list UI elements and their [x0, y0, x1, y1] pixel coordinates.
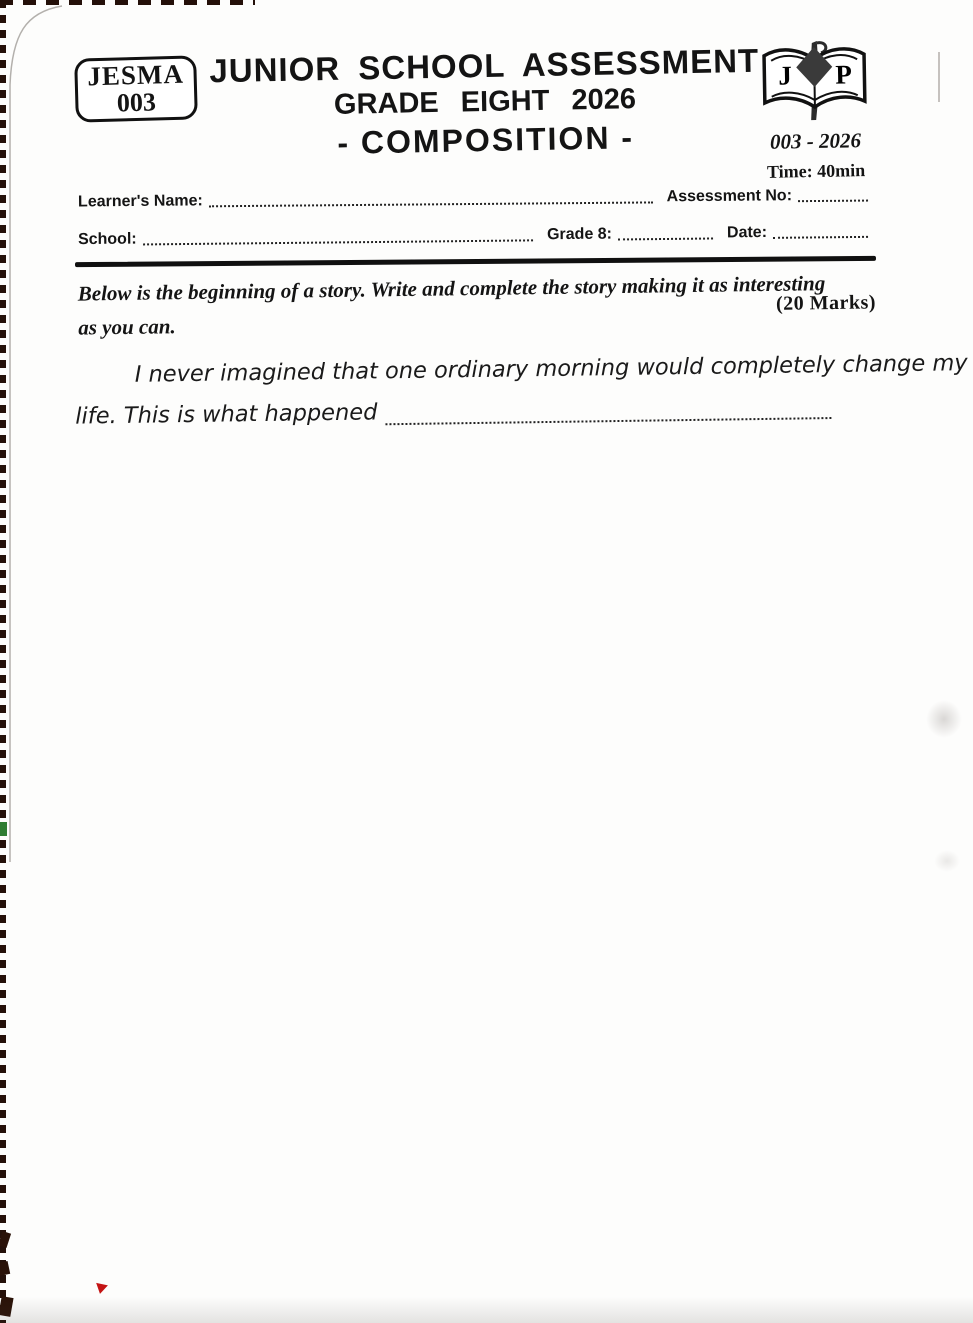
story-continuation-line — [386, 417, 832, 425]
learner-name-fill-line — [209, 201, 653, 207]
badge-number: 003 — [116, 87, 157, 118]
scan-noise-bottom — [0, 1297, 973, 1323]
scan-artifact-red — [94, 1283, 108, 1295]
story-line-2: life. This is what happened — [75, 399, 378, 430]
school-fill-line — [143, 239, 533, 245]
scan-artifact — [0, 1261, 10, 1276]
school-details-row — [78, 223, 868, 249]
header-divider-rule — [75, 256, 876, 267]
school-label: School: — [77, 230, 137, 249]
scan-artifact — [0, 1231, 11, 1248]
title-line-2: GRADE EIGHT 2026 — [333, 83, 637, 121]
open-book-logo-icon — [755, 39, 874, 125]
story-line-1: I never imagined that one ordinary morning would completely change my — [134, 350, 968, 388]
date-label: Date: — [726, 223, 768, 242]
logo-letter-left: J — [778, 60, 793, 91]
paper-code: 003 - 2026 — [769, 128, 862, 154]
grade-fill-line — [618, 237, 713, 240]
logo-letter-right: P — [835, 59, 853, 90]
scan-smudge — [926, 700, 962, 738]
title-line-3: - COMPOSITION - — [337, 119, 635, 161]
story-prompt — [74, 344, 968, 437]
date-fill-line — [773, 236, 868, 239]
instructions-line-2: as you can. — [78, 314, 176, 340]
scan-smudge — [934, 850, 960, 872]
marks-allocation: (20 Marks) — [775, 291, 877, 315]
badge-series: JESMA — [86, 58, 185, 92]
assessment-no-label: Assessment No: — [666, 187, 793, 206]
publisher-logo-block — [749, 39, 881, 182]
instructions-block — [78, 265, 877, 345]
time-allowed: Time: 40min — [766, 160, 866, 182]
scan-artifact-line — [938, 52, 940, 102]
instructions-line-1: Below is the beginning of a story. Write and complete the story making it as interesting — [77, 271, 826, 306]
scan-artifact-green — [0, 822, 7, 836]
learner-details-row — [78, 187, 868, 212]
assessment-no-fill-line — [798, 200, 868, 203]
grade-label: Grade 8: — [546, 225, 613, 244]
learner-name-label: Learner's Name: — [77, 192, 203, 211]
page-edge-curl — [0, 0, 80, 880]
paper-title — [174, 41, 796, 166]
title-line-1: JUNIOR SCHOOL ASSESSMENT — [209, 41, 760, 90]
